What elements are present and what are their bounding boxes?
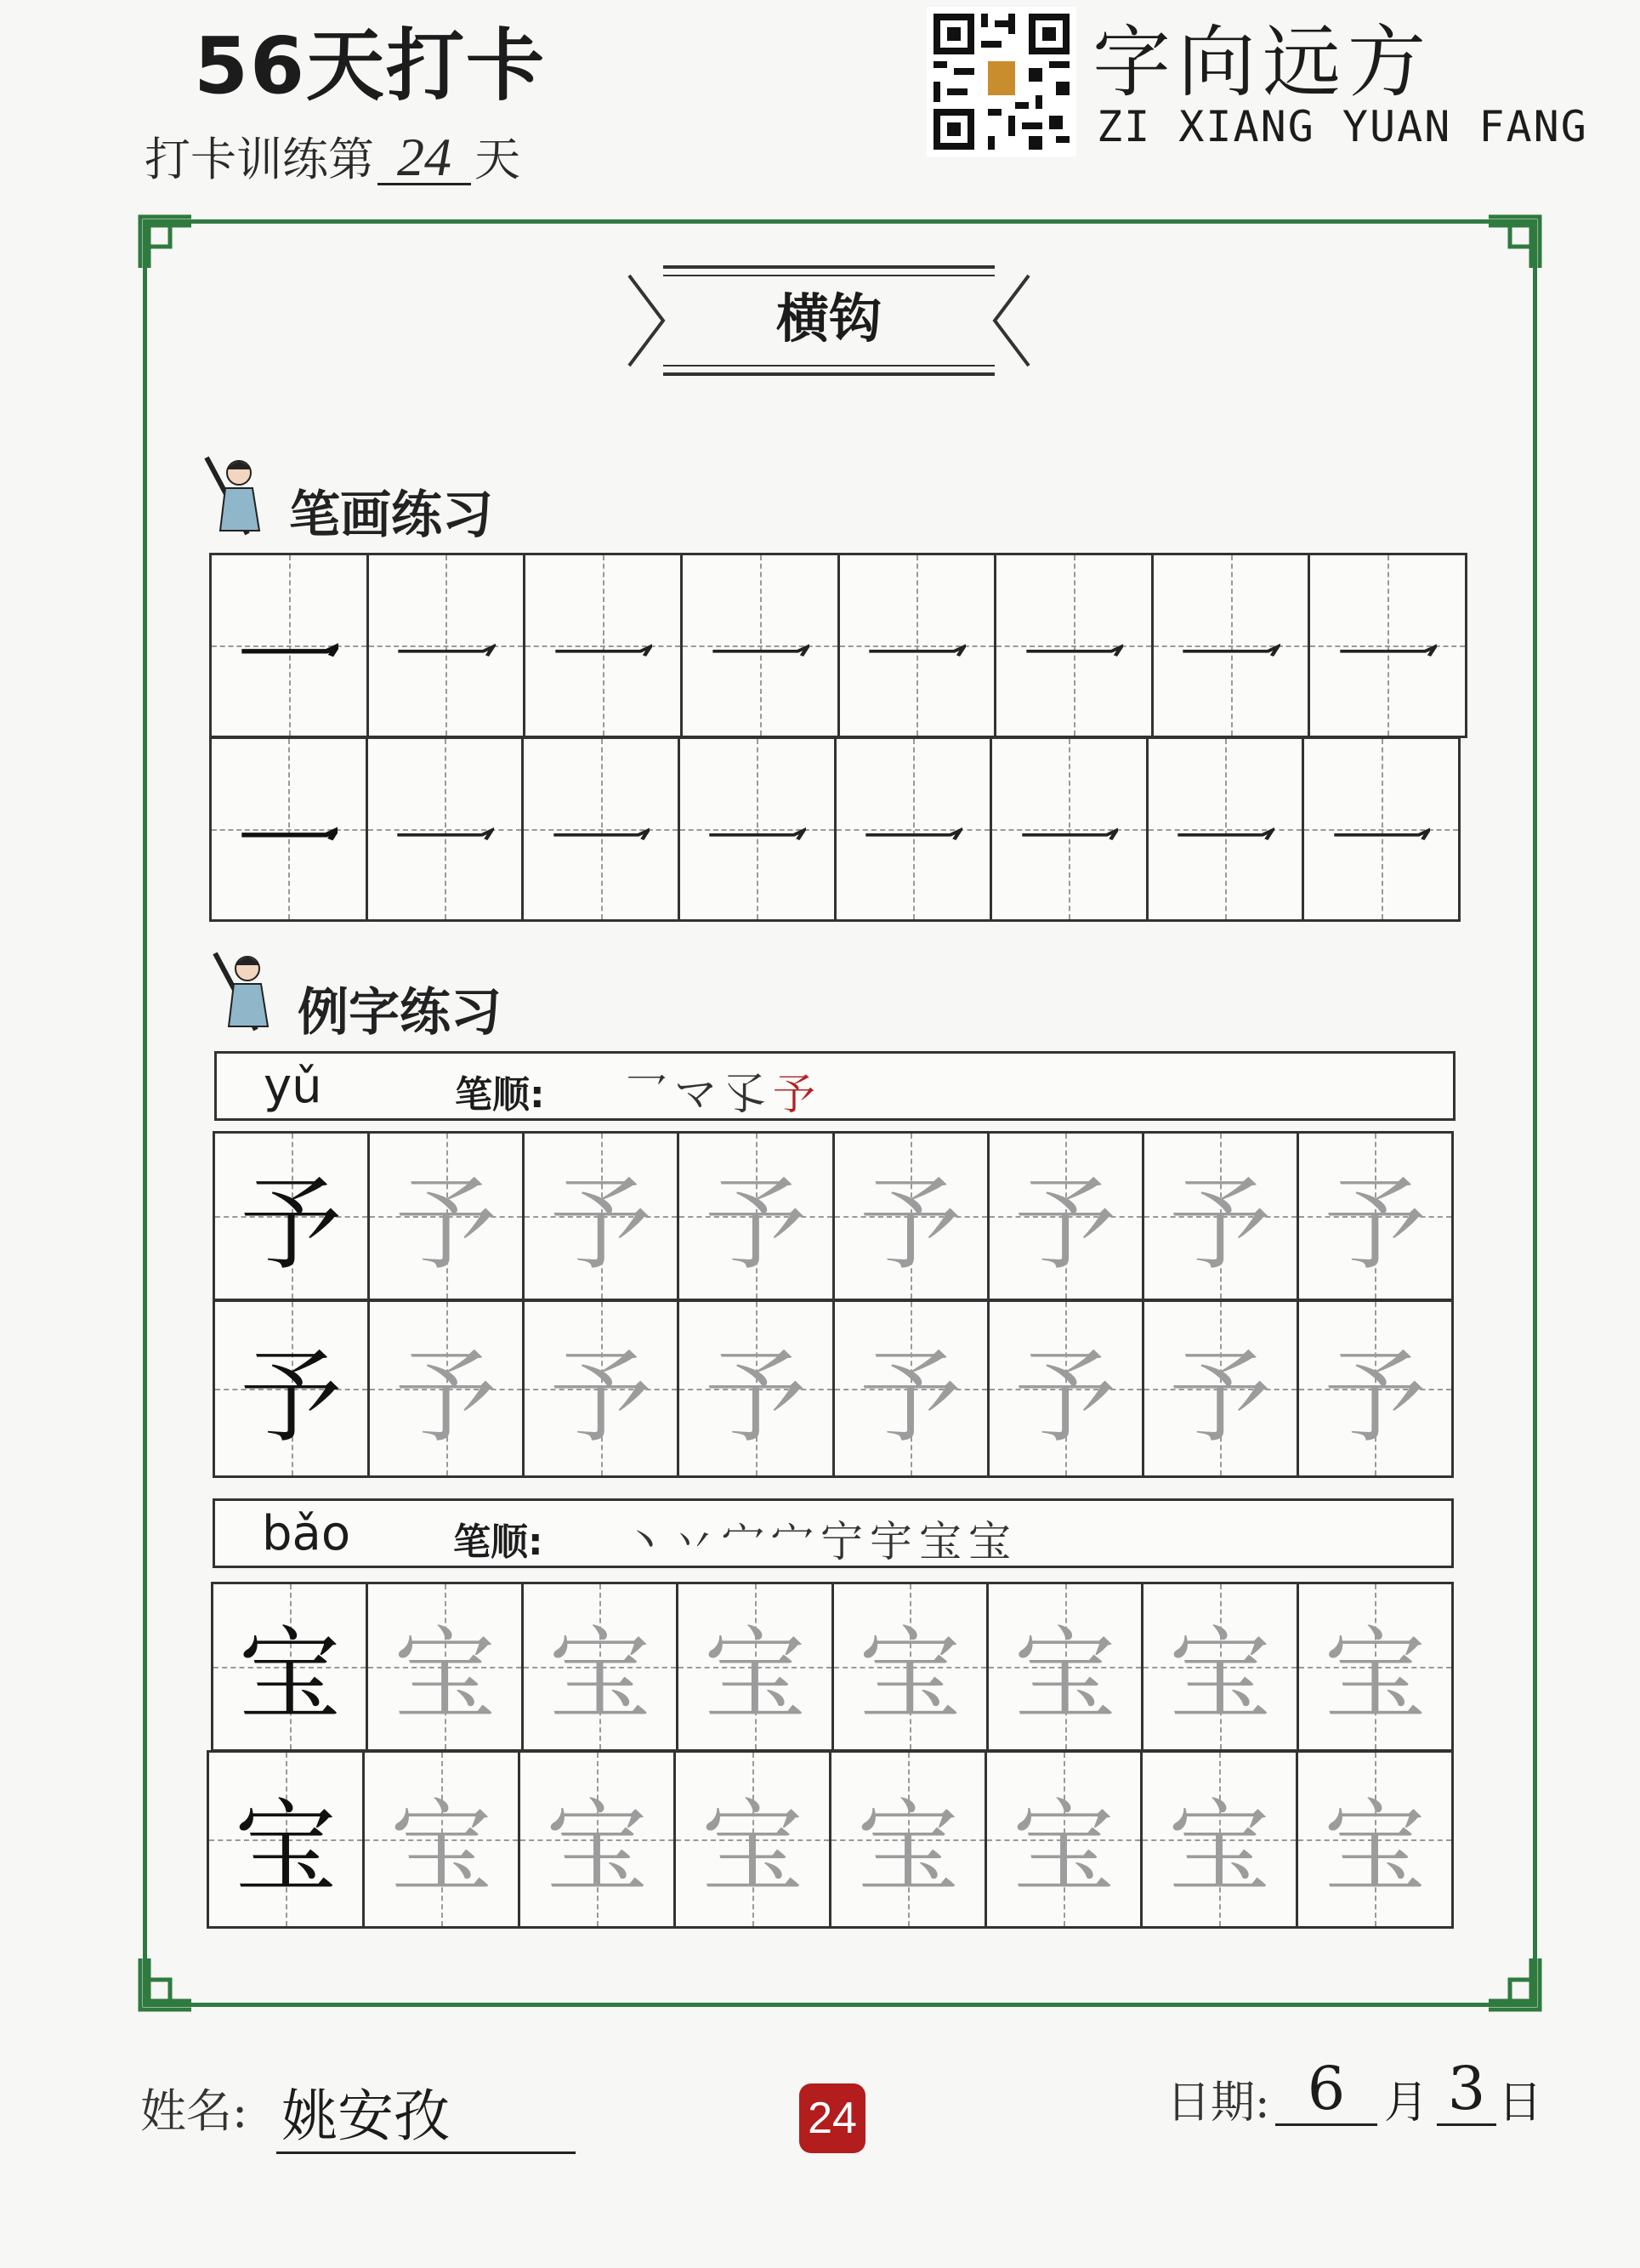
heng-gou-stroke-icon	[240, 826, 338, 841]
day-number: 24	[377, 132, 471, 185]
name-field[interactable]: 姚安孜	[276, 2071, 576, 2154]
practice-cell	[996, 555, 1154, 736]
practice-cell: 予	[1144, 1302, 1299, 1475]
stroke-grid-row-1	[209, 553, 1467, 738]
practice-cell: 宝	[213, 1584, 368, 1749]
corner-ornament-icon	[136, 1954, 196, 2014]
practice-cell: 予	[835, 1302, 990, 1475]
practice-cell: 宝	[209, 1753, 365, 1926]
practice-cell: 予	[990, 1302, 1144, 1475]
pinyin: bǎo	[262, 1506, 351, 1561]
heng-gou-stroke-icon	[1020, 826, 1119, 841]
heng-gou-stroke-icon	[395, 826, 494, 841]
stroke-order-label: 笔顺:	[453, 1521, 543, 1564]
qr-code-icon	[927, 7, 1076, 156]
practice-cell: 宝	[368, 1584, 523, 1749]
calligrapher-icon	[208, 948, 276, 1033]
heng-gou-stroke-icon	[396, 642, 495, 657]
section-title-stroke-practice: 笔画练习	[289, 486, 493, 545]
practice-cell	[1304, 739, 1458, 919]
date-day-unit: 日	[1498, 2078, 1543, 2129]
date-month-unit: 月	[1384, 2078, 1429, 2129]
practice-cell: 予	[525, 1134, 679, 1299]
heng-gou-stroke-icon	[711, 642, 809, 657]
brand-name-en: ZI XIANG YUAN FANG	[1097, 102, 1588, 151]
date-month-field[interactable]: 6	[1275, 2054, 1377, 2126]
practice-cell	[992, 739, 1149, 919]
heng-gou-stroke-icon	[1181, 642, 1280, 657]
practice-cell	[369, 555, 526, 736]
character-header-bao	[213, 1498, 1454, 1568]
practice-cell: 宝	[987, 1753, 1143, 1926]
stroke-order-label: 笔顺:	[455, 1073, 545, 1117]
practice-cell: 宝	[989, 1584, 1143, 1749]
practice-cell	[1154, 555, 1311, 736]
date-label: 日期:	[1166, 2078, 1270, 2129]
practice-cell: 宝	[678, 1584, 833, 1749]
section-title-character-practice: 例字练习	[298, 983, 502, 1043]
practice-cell	[1149, 739, 1305, 919]
practice-cell: 予	[990, 1134, 1144, 1299]
practice-cell: 予	[215, 1134, 370, 1299]
heng-gou-stroke-icon	[553, 642, 652, 657]
practice-cell: 予	[525, 1302, 679, 1475]
practice-cell: 予	[1299, 1134, 1451, 1299]
calligrapher-icon	[200, 452, 268, 537]
character-grid-row	[207, 1750, 1454, 1929]
pinyin: yǔ	[264, 1059, 322, 1114]
heng-gou-stroke-icon	[707, 826, 806, 841]
heng-gou-stroke-icon	[867, 642, 966, 657]
name-label: 姓名:	[140, 2084, 248, 2138]
practice-cell	[680, 739, 837, 919]
heng-gou-stroke-icon	[1024, 642, 1123, 657]
practice-cell: 宝	[524, 1584, 678, 1749]
stroke-grid-row-2	[209, 736, 1461, 922]
stroke-order-sequence: 丶丷宀宀宁宇宝宝	[623, 1517, 1018, 1566]
date-day-field[interactable]: 3	[1437, 2054, 1496, 2126]
day-counter	[145, 123, 520, 189]
heng-gou-stroke-icon	[552, 826, 650, 841]
character-grid-row	[213, 1299, 1454, 1478]
practice-cell: 予	[679, 1302, 834, 1475]
practice-cell	[212, 739, 368, 919]
practice-cell: 宝	[1299, 1584, 1451, 1749]
day-prefix: 打卡训练第	[145, 133, 374, 186]
practice-cell	[525, 555, 683, 736]
page-number-badge: 24	[799, 2083, 865, 2153]
practice-cell: 予	[679, 1134, 834, 1299]
practice-cell: 予	[370, 1134, 525, 1299]
heng-gou-stroke-icon	[240, 642, 338, 657]
heng-gou-stroke-icon	[864, 826, 962, 841]
practice-cell: 宝	[676, 1753, 831, 1926]
practice-cell: 宝	[520, 1753, 676, 1926]
practice-cell: 宝	[1143, 1753, 1298, 1926]
practice-cell: 宝	[365, 1753, 520, 1926]
practice-cell: 予	[835, 1134, 990, 1299]
practice-cell: 予	[370, 1302, 525, 1475]
corner-ornament-icon	[136, 213, 196, 272]
day-suffix: 天	[474, 133, 520, 186]
practice-cell: 予	[215, 1302, 370, 1475]
practice-cell: 宝	[834, 1584, 989, 1749]
character-grid-row	[213, 1131, 1454, 1301]
practice-cell	[1310, 555, 1465, 736]
corner-ornament-icon	[1484, 1954, 1544, 2014]
practice-cell	[840, 555, 997, 736]
stroke-order-sequence: 乛マ孓予	[625, 1070, 822, 1119]
character-grid-row	[211, 1582, 1454, 1752]
brand-name-cn: 字向远方	[1092, 17, 1433, 108]
practice-cell	[524, 739, 680, 919]
campaign-title: 56天打卡	[194, 20, 547, 111]
practice-cell: 予	[1299, 1302, 1451, 1475]
practice-cell: 宝	[1143, 1584, 1298, 1749]
practice-cell	[683, 555, 840, 736]
practice-cell	[212, 555, 369, 736]
practice-cell	[837, 739, 993, 919]
practice-cell: 宝	[1298, 1753, 1451, 1926]
heng-gou-stroke-icon	[1332, 826, 1431, 841]
corner-ornament-icon	[1484, 213, 1544, 272]
practice-cell: 予	[1144, 1134, 1299, 1299]
heng-gou-stroke-icon	[1338, 642, 1437, 657]
practice-cell: 宝	[831, 1753, 987, 1926]
practice-cell	[368, 739, 525, 919]
character-header-yu	[214, 1051, 1456, 1121]
heng-gou-stroke-icon	[1176, 826, 1274, 841]
stroke-title: 横钩	[775, 287, 882, 350]
